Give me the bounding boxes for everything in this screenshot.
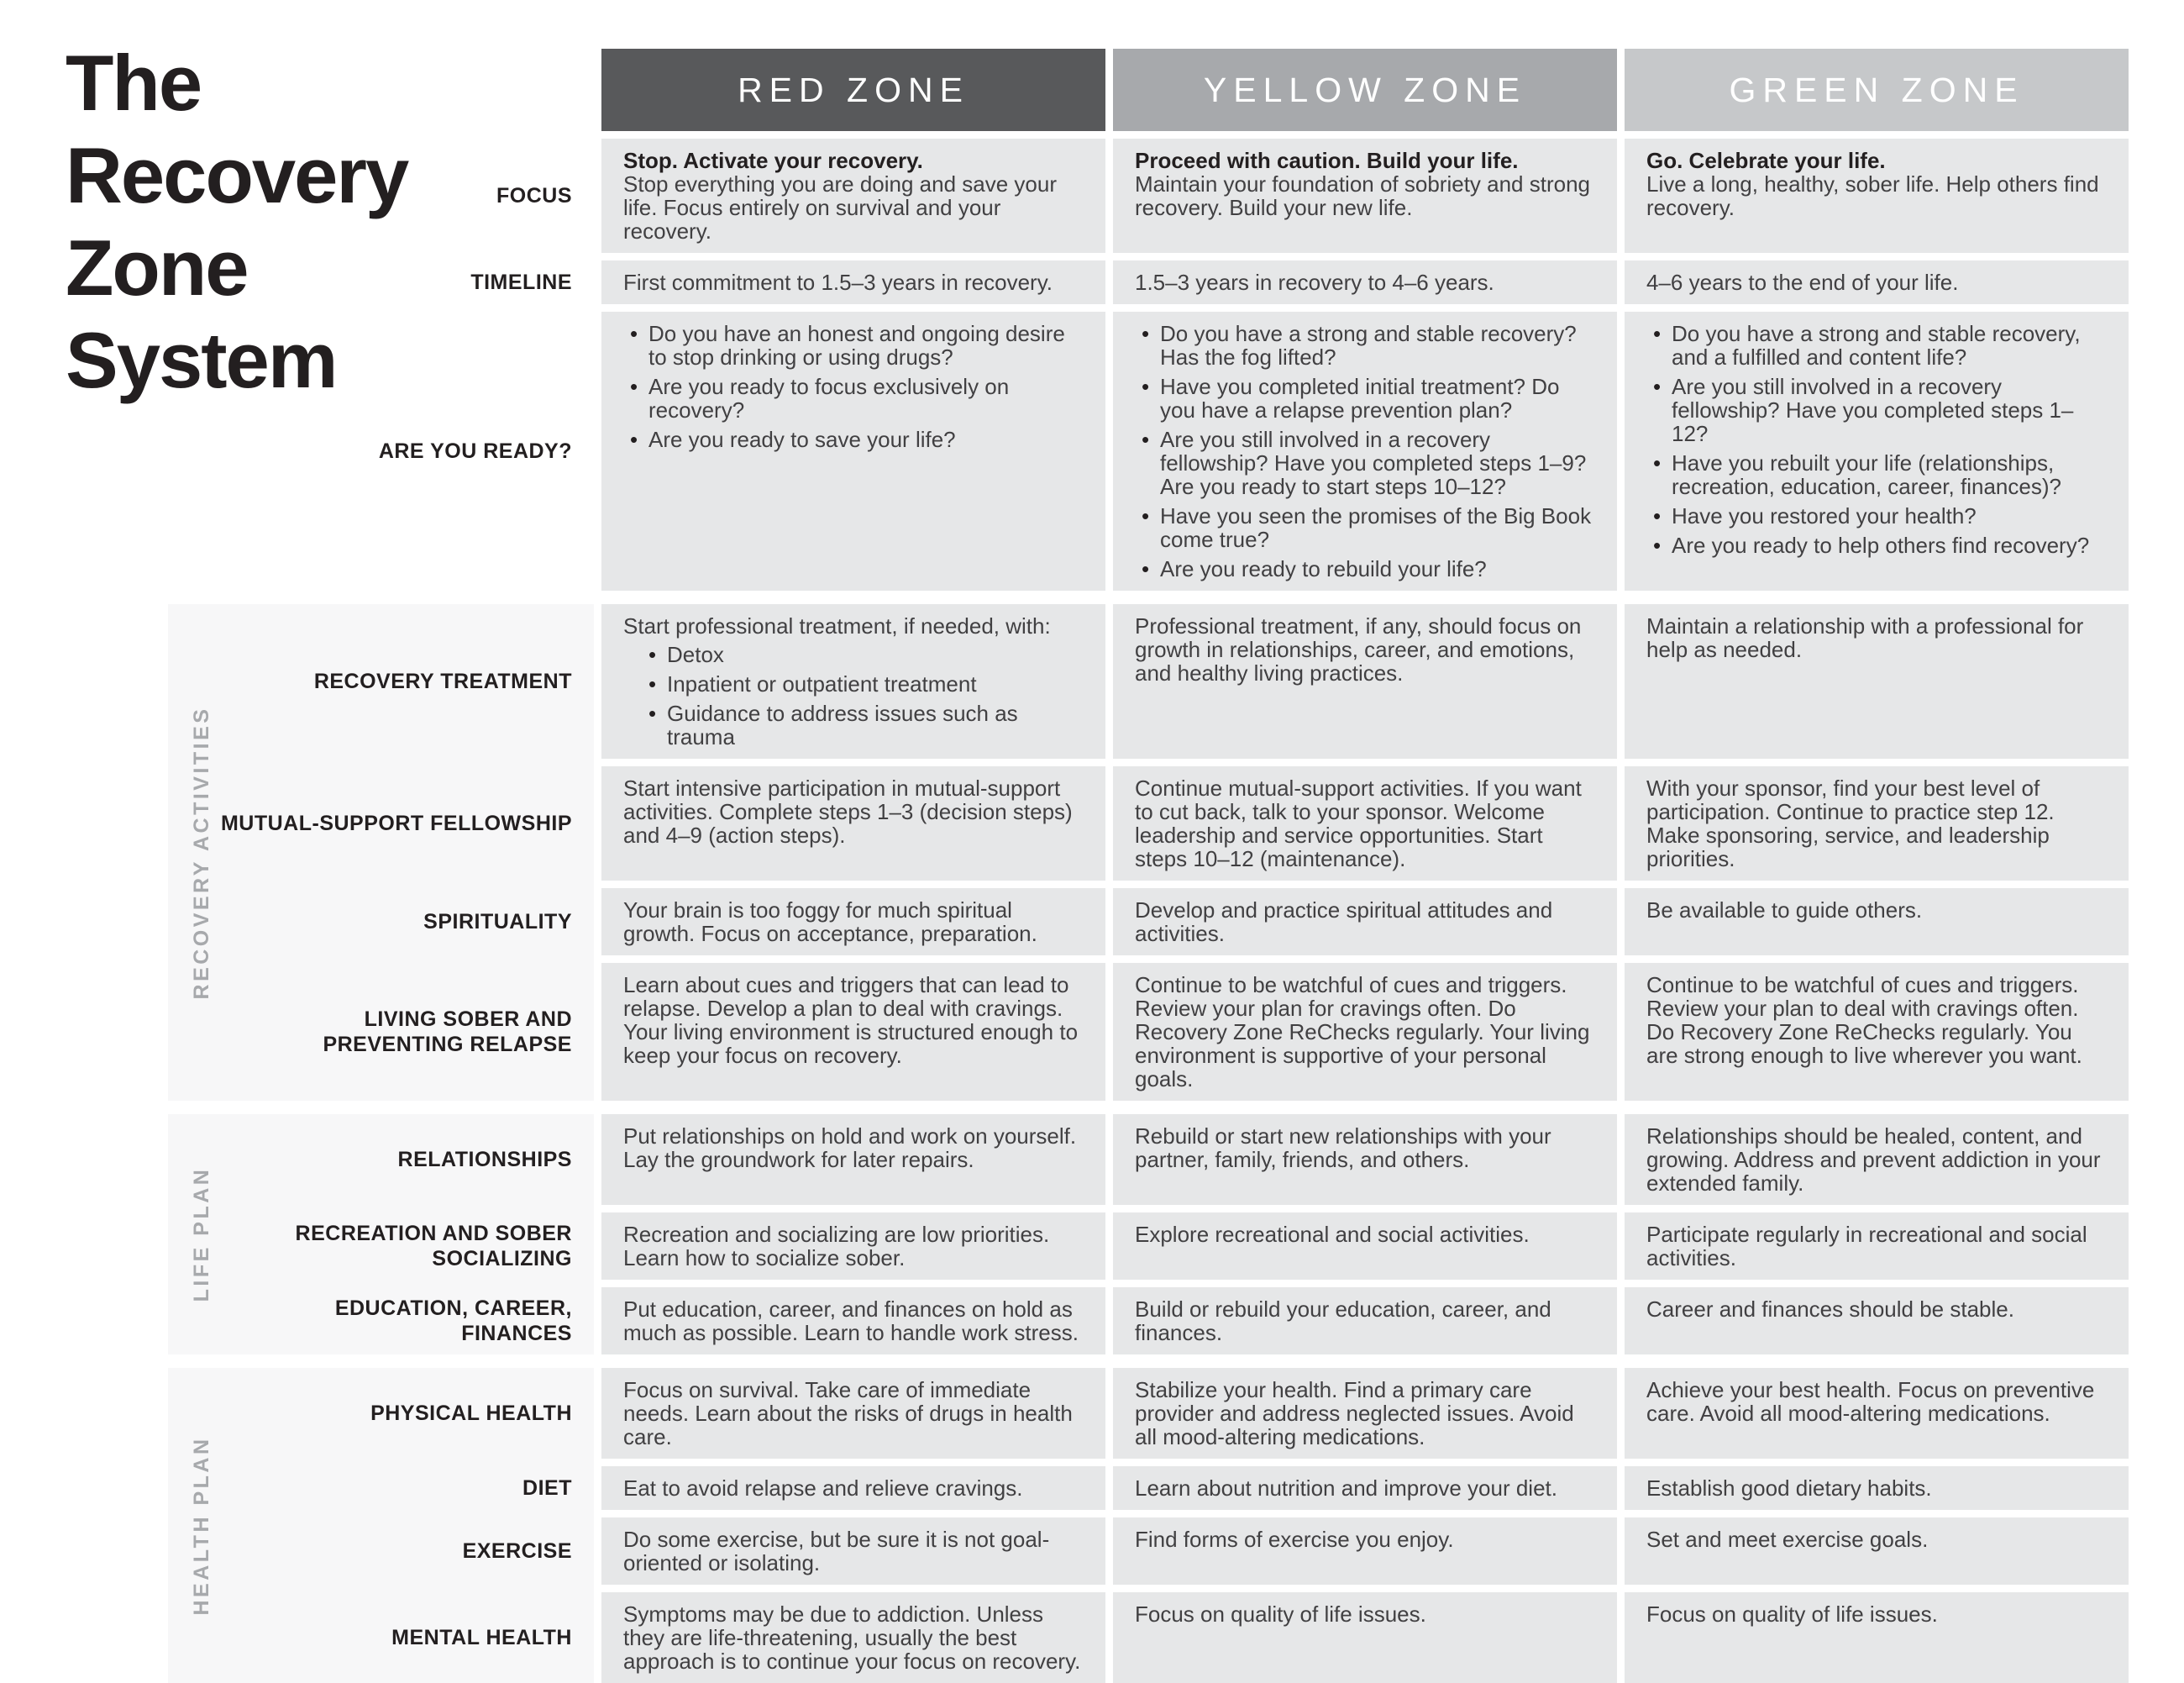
cell-ready-red xyxy=(601,312,1105,591)
cell-focus-green xyxy=(1625,139,2129,253)
mental-yellow-text: Focus on quality of life issues. xyxy=(1135,1601,1426,1627)
cell-education-red xyxy=(601,1287,1105,1354)
list-item: • Do you have a strong and stable recovery, and a fulfilled and content life? xyxy=(1646,322,2107,369)
ready-yellow-list xyxy=(1135,322,1595,581)
list-item: • Do you have a strong and stable recovery? Has the fog lifted? xyxy=(1135,322,1595,369)
ready-green-list xyxy=(1646,322,2107,557)
row-label-recreation: RECREATION AND SOBER SOCIALIZING xyxy=(295,1222,572,1270)
cell-treatment-green xyxy=(1625,604,2129,759)
cell-focus-yellow xyxy=(1113,139,1617,253)
row-label-mental-health: MENTAL HEALTH xyxy=(391,1626,572,1649)
list-item: • Are you ready to help others find recovery? xyxy=(1646,534,2107,557)
exercise-red-text: Do some exercise, but be sure it is not goal-oriented or isolating. xyxy=(623,1527,1050,1575)
row-label-focus: FOCUS xyxy=(496,184,572,208)
exercise-green-text: Set and meet exercise goals. xyxy=(1646,1527,1929,1552)
focus-yellow-text: Maintain your foundation of sobriety and strong recovery. Build your new life. xyxy=(1135,171,1591,220)
row-label-diet: DIET xyxy=(522,1476,572,1500)
recreation-yellow-text: Explore recreational and social activities. xyxy=(1135,1222,1530,1247)
living-yellow-text: Continue to be watchful of cues and triggers. Review your plan for cravings often. Do Recovery Zone ReChecks regularly. Your living environment is supportive of your personal goals. xyxy=(1135,972,1590,1091)
red-zone-header: RED ZONE xyxy=(601,49,1105,131)
relationships-red-text: Put relationships on hold and work on yourself. Lay the groundwork for later repairs. xyxy=(623,1123,1077,1172)
title-line: Recovery xyxy=(66,131,408,219)
spirituality-yellow-text: Develop and practice spiritual attitudes and activities. xyxy=(1135,897,1553,946)
cell-living-red xyxy=(601,963,1105,1101)
recreation-red-text: Recreation and socializing are low priorities. Learn how to socialize sober. xyxy=(623,1222,1050,1270)
education-green-text: Career and finances should be stable. xyxy=(1646,1296,2014,1322)
yellow-zone-header: YELLOW ZONE xyxy=(1113,49,1617,131)
row-label-relationships: RELATIONSHIPS xyxy=(397,1148,572,1171)
section-life-plan xyxy=(0,1114,2184,1354)
living-green-text: Continue to be watchful of cues and triggers. Review your plan to deal with cravings often. Do Recovery Zone ReChecks regularly. You are strong enough to live wherever you want. xyxy=(1646,972,2082,1068)
row-label-education: EDUCATION, CAREER, FINANCES xyxy=(334,1296,572,1345)
cell-mental-green xyxy=(1625,1592,2129,1683)
cell-focus-red xyxy=(601,139,1105,253)
mutual-red-text: Start intensive participation in mutual-support activities. Complete steps 1–3 (decision steps) and 4–9 (action steps). xyxy=(623,776,1073,848)
recovery-zone-table xyxy=(0,49,2184,1683)
cell-timeline-red xyxy=(601,260,1105,304)
focus-green-lead: Go. Celebrate your life. xyxy=(1646,148,1886,173)
list-item: • Have you restored your health? xyxy=(1646,504,2107,528)
list-item: • Have you rebuilt your life (relationships, recreation, education, career, finances)? xyxy=(1646,451,2107,498)
timeline-yellow-text: 1.5–3 years in recovery to 4–6 years. xyxy=(1135,270,1494,295)
diet-green-text: Establish good dietary habits. xyxy=(1646,1475,1932,1501)
cell-living-green xyxy=(1625,963,2129,1101)
mutual-green-text: With your sponsor, find your best level of participation. Continue to practice step 12. Make sponsoring, service, and leadership priorities. xyxy=(1646,776,2055,871)
cell-treatment-red xyxy=(601,604,1105,759)
focus-green-text: Live a long, healthy, sober life. Help others find recovery. xyxy=(1646,171,2099,220)
section-recovery-activities xyxy=(0,604,2184,1101)
treatment-red-intro: Start professional treatment, if needed, with: xyxy=(623,613,1051,639)
cell-physical-green xyxy=(1625,1368,2129,1459)
ready-red-list xyxy=(623,322,1084,451)
group-label-health-plan: HEALTH PLAN xyxy=(190,1435,213,1616)
recreation-green-text: Participate regularly in recreational and social activities. xyxy=(1646,1222,2087,1270)
cell-mutual-yellow xyxy=(1113,766,1617,881)
cell-living-yellow xyxy=(1113,963,1617,1101)
mutual-yellow-text: Continue mutual-support activities. If you want to cut back, talk to your sponsor. Welcome leadership and service opportunities. Start steps 10–12 (maintenance). xyxy=(1135,776,1582,871)
cell-recreation-red xyxy=(601,1212,1105,1280)
group-label-recovery-activities: RECOVERY ACTIVITIES xyxy=(190,706,213,999)
mental-red-text: Symptoms may be due to addiction. Unless they are life-threatening, usually the best approach is to continue your focus on recovery. xyxy=(623,1601,1081,1674)
physical-red-text: Focus on survival. Take care of immediate needs. Learn about the risks of drugs in health care. xyxy=(623,1377,1073,1449)
list-item: • Are you ready to save your life? xyxy=(623,428,1084,451)
row-label-spirituality: SPIRITUALITY xyxy=(423,910,572,934)
list-item: • Do you have an honest and ongoing desire to stop drinking or using drugs? xyxy=(623,322,1084,369)
row-label-timeline: TIMELINE xyxy=(470,271,572,294)
relationships-green-text: Relationships should be healed, content, and growing. Address and prevent addiction in your extended family. xyxy=(1646,1123,2101,1196)
list-item: • Are you ready to focus exclusively on recovery? xyxy=(623,375,1084,422)
cell-relationships-yellow xyxy=(1113,1114,1617,1205)
education-red-text: Put education, career, and finances on hold as much as possible. Learn to handle work stress. xyxy=(623,1296,1079,1345)
physical-green-text: Achieve your best health. Focus on preventive care. Avoid all mood-altering medications. xyxy=(1646,1377,2095,1426)
timeline-red-text: First commitment to 1.5–3 years in recovery. xyxy=(623,270,1053,295)
relationships-yellow-text: Rebuild or start new relationships with your partner, family, friends, and others. xyxy=(1135,1123,1551,1172)
cell-exercise-yellow xyxy=(1113,1517,1617,1585)
cell-physical-yellow xyxy=(1113,1368,1617,1459)
cell-exercise-red xyxy=(601,1517,1105,1585)
list-item: • Inpatient or outpatient treatment xyxy=(642,672,1084,696)
cell-mutual-red xyxy=(601,766,1105,881)
row-label-physical-health: PHYSICAL HEALTH xyxy=(370,1402,572,1425)
treatment-yellow-text: Professional treatment, if any, should focus on growth in relationships, career, and emotions, and healthy living practices. xyxy=(1135,613,1582,686)
list-item: • Detox xyxy=(642,643,1084,666)
row-label-exercise: EXERCISE xyxy=(462,1539,572,1563)
focus-red-text: Stop everything you are doing and save your life. Focus entirely on survival and your recovery. xyxy=(623,171,1058,244)
spirituality-red-text: Your brain is too foggy for much spiritual growth. Focus on acceptance, preparation. xyxy=(623,897,1037,946)
list-item: • Are you still involved in a recovery fellowship? Have you completed steps 1–9? Are you ready to start steps 10–12? xyxy=(1135,428,1595,498)
group-label-life-plan: LIFE PLAN xyxy=(190,1166,213,1302)
diet-red-text: Eat to avoid relapse and relieve cravings. xyxy=(623,1475,1023,1501)
exercise-yellow-text: Find forms of exercise you enjoy. xyxy=(1135,1527,1454,1552)
diet-yellow-text: Learn about nutrition and improve your diet. xyxy=(1135,1475,1557,1501)
row-label-mutual-support: MUTUAL-SUPPORT FELLOWSHIP xyxy=(220,812,572,835)
list-item: • Guidance to address issues such as trauma xyxy=(642,702,1084,749)
row-label-are-you-ready: ARE YOU READY? xyxy=(378,439,572,463)
section-health-plan xyxy=(0,1368,2184,1683)
title-line: System xyxy=(66,316,337,404)
title-line: Zone xyxy=(66,224,248,312)
cell-mental-yellow xyxy=(1113,1592,1617,1683)
cell-mental-red xyxy=(601,1592,1105,1683)
cell-diet-green xyxy=(1625,1466,2129,1510)
list-item: • Are you still involved in a recovery fellowship? Have you completed steps 1–12? xyxy=(1646,375,2107,445)
treatment-green-text: Maintain a relationship with a professional for help as needed. xyxy=(1646,613,2084,662)
focus-yellow-lead: Proceed with caution. Build your life. xyxy=(1135,148,1519,173)
cell-ready-green xyxy=(1625,312,2129,591)
list-item: • Are you ready to rebuild your life? xyxy=(1135,557,1595,581)
education-yellow-text: Build or rebuild your education, career, and finances. xyxy=(1135,1296,1551,1345)
spirituality-green-text: Be available to guide others. xyxy=(1646,897,1923,923)
cell-exercise-green xyxy=(1625,1517,2129,1585)
cell-spirituality-green xyxy=(1625,888,2129,955)
cell-ready-yellow xyxy=(1113,312,1617,591)
cell-recreation-green xyxy=(1625,1212,2129,1280)
list-item: • Have you seen the promises of the Big Book come true? xyxy=(1135,504,1595,551)
cell-spirituality-red xyxy=(601,888,1105,955)
cell-education-yellow xyxy=(1113,1287,1617,1354)
cell-treatment-yellow xyxy=(1113,604,1617,759)
cell-relationships-green xyxy=(1625,1114,2129,1205)
cell-recreation-yellow xyxy=(1113,1212,1617,1280)
cell-education-green xyxy=(1625,1287,2129,1354)
cell-mutual-green xyxy=(1625,766,2129,881)
list-item: • Have you completed initial treatment? Do you have a relapse prevention plan? xyxy=(1135,375,1595,422)
living-red-text: Learn about cues and triggers that can lead to relapse. Develop a plan to deal with cravings. Your living environment is structured enough to keep your focus on recovery. xyxy=(623,972,1079,1068)
cell-diet-yellow xyxy=(1113,1466,1617,1510)
title-line: The xyxy=(66,39,202,127)
cell-diet-red xyxy=(601,1466,1105,1510)
green-zone-header: GREEN ZONE xyxy=(1625,49,2129,131)
timeline-green-text: 4–6 years to the end of your life. xyxy=(1646,270,1959,295)
section-top xyxy=(0,49,2184,591)
focus-red-lead: Stop. Activate your recovery. xyxy=(623,148,923,173)
cell-timeline-yellow xyxy=(1113,260,1617,304)
mental-green-text: Focus on quality of life issues. xyxy=(1646,1601,1938,1627)
row-label-recovery-treatment: RECOVERY TREATMENT xyxy=(313,670,572,693)
treatment-red-list xyxy=(642,643,1084,749)
row-label-living-sober: LIVING SOBER AND PREVENTING RELAPSE xyxy=(323,1007,572,1056)
cell-physical-red xyxy=(601,1368,1105,1459)
cell-spirituality-yellow xyxy=(1113,888,1617,955)
cell-relationships-red xyxy=(601,1114,1105,1205)
physical-yellow-text: Stabilize your health. Find a primary care provider and address neglected issues. Avoid all mood-altering medications. xyxy=(1135,1377,1574,1449)
cell-timeline-green xyxy=(1625,260,2129,304)
